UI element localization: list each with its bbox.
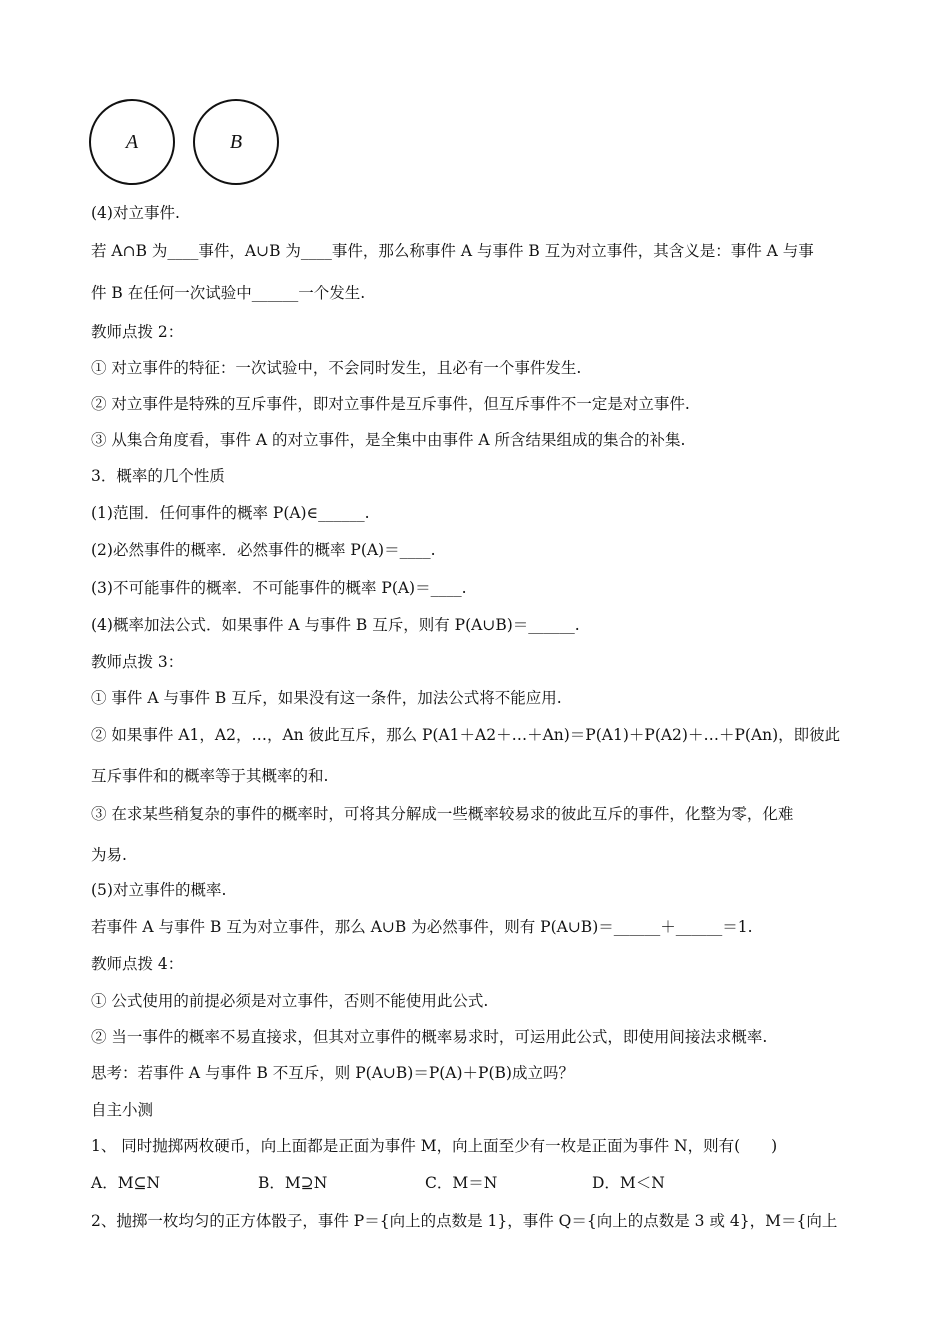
- tip-item: ① 事件 A 与事件 B 互斥，如果没有这一条件，加法公式将不能应用.: [91, 689, 562, 707]
- tip-item: ② 对立事件是特殊的互斥事件，即对立事件是互斥事件，但互斥事件不一定是对立事件.: [91, 395, 690, 413]
- tip-item: ② 如果事件 A1，A2，…，An 彼此互斥，那么 P(A1＋A2＋…＋An)＝P(A1)＋P(A2)＋…＋P(An)，即彼此: [91, 726, 841, 744]
- property-item: (5)对立事件的概率.: [91, 881, 227, 899]
- question-2: 2、抛掷一枚均匀的正方体骰子，事件 P＝{向上的点数是 1}，事件 Q＝{向上的点数是 3 或 4}，M＝{向上: [91, 1212, 838, 1230]
- paragraph-line: 若 A∩B 为____事件，A∪B 为____事件，那么称事件 A 与事件 B 互为对立事件，其含义是：事件 A 与事: [91, 242, 814, 260]
- tip-item: ② 当一事件的概率不易直接求，但其对立事件的概率易求时，可运用此公式，即使用间接法求概率.: [91, 1028, 768, 1046]
- property-item: (2)必然事件的概率．必然事件的概率 P(A)＝____.: [91, 541, 436, 559]
- heading-opposite-event: (4)对立事件.: [91, 204, 180, 222]
- property-item: (4)概率加法公式．如果事件 A 与事件 B 互斥，则有 P(A∪B)＝______.: [91, 616, 580, 634]
- choice-d: D．M＜N: [592, 1174, 665, 1192]
- choice-c: C．M＝N: [425, 1174, 498, 1192]
- choice-b: B．M⊇N: [258, 1174, 328, 1192]
- property-item: (3)不可能事件的概率．不可能事件的概率 P(A)＝____.: [91, 579, 467, 597]
- paragraph-line: 若事件 A 与事件 B 互为对立事件，那么 A∪B 为必然事件，则有 P(A∪B)＝______＋______＝1.: [91, 918, 753, 936]
- venn-diagram: [89, 99, 281, 187]
- teacher-tip-heading: 教师点拨 3：: [91, 653, 184, 671]
- property-item: (1)范围．任何事件的概率 P(A)∈______.: [91, 504, 370, 522]
- circle-a: A: [89, 99, 175, 185]
- tip-item-continued: 为易.: [91, 846, 127, 864]
- section-heading: 3．概率的几个性质: [91, 467, 225, 485]
- tip-item: ③ 在求某些稍复杂的事件的概率时，可将其分解成一些概率较易求的彼此互斥的事件，化整为零，化难: [91, 805, 794, 823]
- think-question: 思考：若事件 A 与事件 B 不互斥，则 P(A∪B)＝P(A)＋P(B)成立吗？: [91, 1064, 574, 1082]
- paragraph-line: 件 B 在任何一次试验中______一个发生.: [91, 284, 366, 302]
- teacher-tip-heading: 教师点拨 2：: [91, 323, 184, 341]
- tip-item: ① 公式使用的前提必须是对立事件，否则不能使用此公式.: [91, 992, 489, 1010]
- circle-b: B: [193, 99, 279, 185]
- question-1: 1、 同时抛掷两枚硬币，向上面都是正面为事件 M，向上面至少有一枚是正面为事件 N，则有( ): [91, 1137, 778, 1155]
- tip-item: ① 对立事件的特征：一次试验中，不会同时发生，且必有一个事件发生.: [91, 359, 582, 377]
- choice-a: A．M⊆N: [91, 1174, 161, 1192]
- self-test-heading: 自主小测: [91, 1101, 154, 1119]
- tip-item-continued: 互斥事件和的概率等于其概率的和.: [91, 767, 329, 785]
- teacher-tip-heading: 教师点拨 4：: [91, 955, 184, 973]
- tip-item: ③ 从集合角度看，事件 A 的对立事件，是全集中由事件 A 所含结果组成的集合的补集.: [91, 431, 686, 449]
